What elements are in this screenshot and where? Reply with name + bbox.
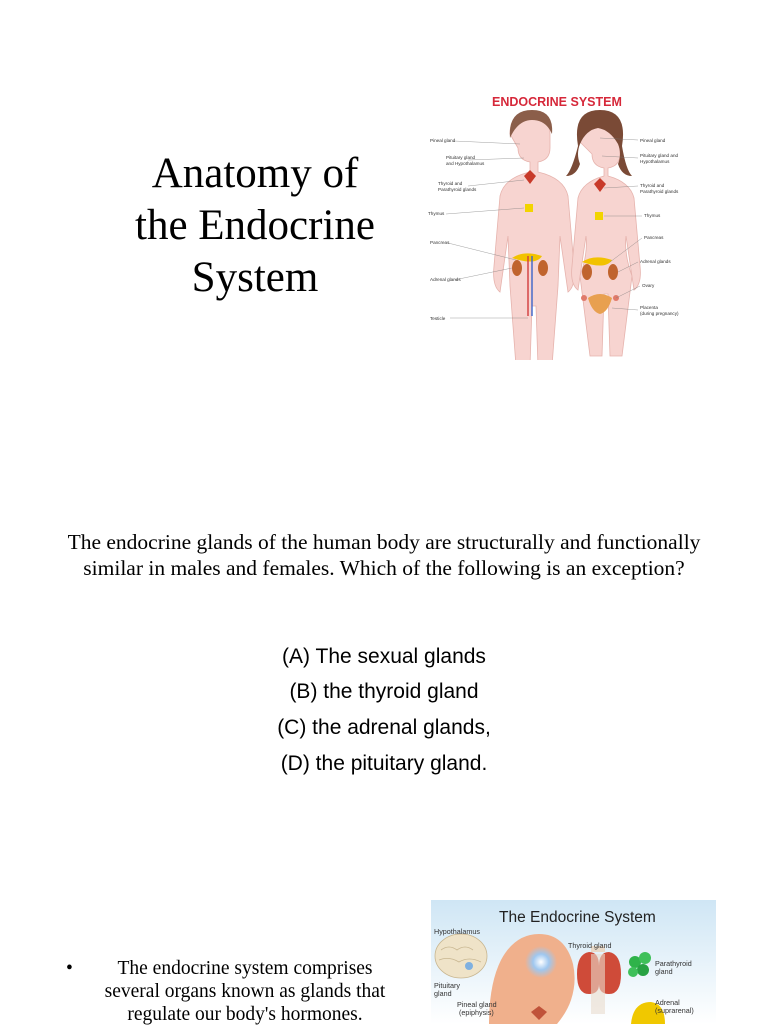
figure-label: Parathyroid glands <box>640 189 679 194</box>
figure-label: Thyroid gland <box>568 941 612 950</box>
figure-label: Adrenal <box>655 998 680 1007</box>
figure-label: Pituitary gland and <box>640 153 679 158</box>
figure-label: Thyroid and <box>438 181 463 186</box>
figure-label: Pineal gland <box>640 138 666 143</box>
bullet-point <box>66 957 406 1026</box>
figure-label: Placenta <box>640 305 658 310</box>
answer-option-c: (C) the adrenal glands, <box>277 716 491 739</box>
figure-label: Hypothalamus <box>434 927 480 936</box>
figure-label: Adrenal glands <box>430 277 461 282</box>
figure-label: Pineal gland <box>430 138 456 143</box>
figure-label: Parathyroid glands <box>438 187 477 192</box>
female-body-illustration <box>566 110 640 356</box>
bullet-symbol: • <box>66 958 73 979</box>
answer-option-b: (B) the thyroid gland <box>289 680 479 703</box>
thymus-marker <box>525 204 533 212</box>
title-line: Anatomy of <box>151 150 359 197</box>
answer-option-d: (D) the pituitary gland. <box>280 752 488 775</box>
endocrine-system-illustration <box>431 900 716 1024</box>
figure-label: (during pregnancy) <box>640 311 679 316</box>
figure-label: (suprarenal) <box>655 1006 694 1015</box>
title-line: System <box>191 254 319 301</box>
figure-label: Pituitary gland <box>446 155 476 160</box>
figure-label: gland <box>655 967 673 976</box>
figure-title: ENDOCRINE SYSTEM <box>492 95 622 109</box>
figure-label: Pituitary <box>434 981 460 990</box>
endocrine-system-figure <box>424 86 692 360</box>
male-body-illustration <box>494 110 575 360</box>
brain-illustration <box>435 934 487 978</box>
question-text: The endocrine glands of the human body are structurally and functionally similar in males and females. Which of the following is an exception? <box>67 530 701 580</box>
figure-label: Pineal gland <box>457 1000 497 1009</box>
figure-label: Pancreas <box>644 235 664 240</box>
thymus-marker <box>595 212 603 220</box>
slide-title <box>100 148 410 304</box>
figure-label: Parathyroid <box>655 959 692 968</box>
title-line: the Endocrine <box>135 202 375 249</box>
figure-label: gland <box>434 989 452 998</box>
figure-label: and Hypothalamus <box>446 161 485 166</box>
figure-label: Adrenal glands <box>640 259 671 264</box>
figure-label: Thyroid and <box>640 183 665 188</box>
answer-option-a: (A) The sexual glands <box>282 645 486 668</box>
figure-title: The Endocrine System <box>499 909 656 926</box>
figure-label: Thymus <box>428 211 445 216</box>
figure-label: (epiphysis) <box>459 1008 494 1017</box>
figure-label: Testicle <box>430 316 446 321</box>
figure-label: Thymus <box>644 213 661 218</box>
figure-label: Ovary <box>642 283 655 288</box>
figure-label: Hypothalamus <box>640 159 670 164</box>
bullet-text: The endocrine system comprises several organs known as glands that regulate our body's hormones. <box>104 958 386 1025</box>
figure-label: Pancreas <box>430 240 450 245</box>
